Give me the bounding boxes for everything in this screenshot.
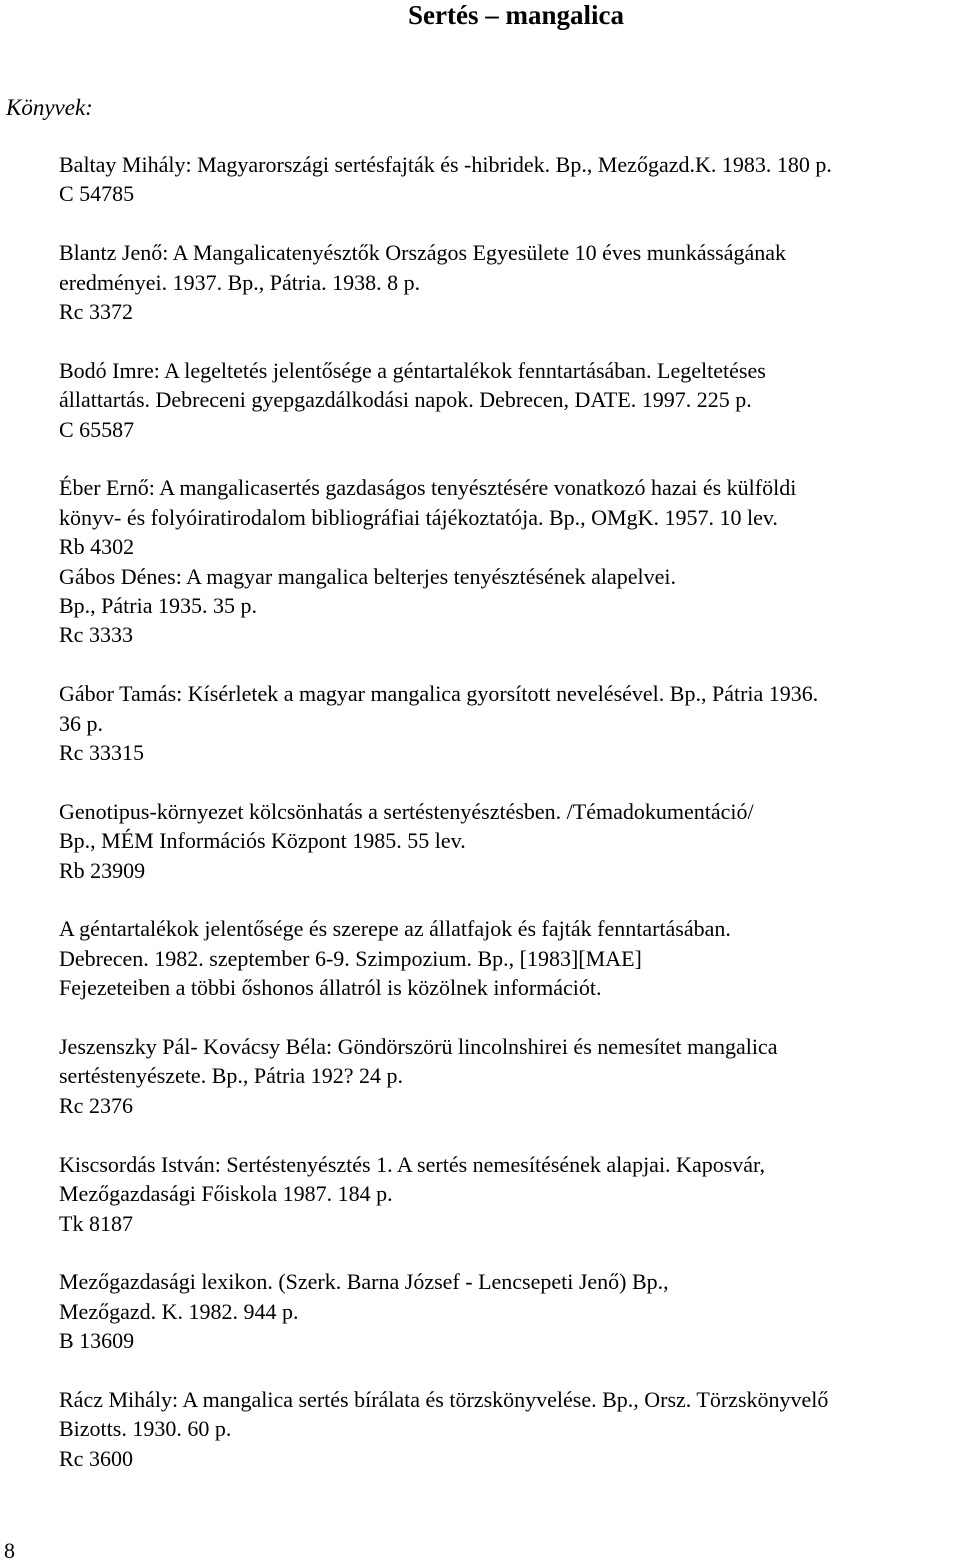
- entry-line: B 13609: [59, 1328, 135, 1354]
- entry-line: Gábos Dénes: A magyar mangalica belterjes tenyésztésének alapelvei.: [59, 563, 676, 589]
- bibliography-entry: [59, 914, 959, 1002]
- entry-line: Bodó Imre: A legeltetés jelentősége a géntartalékok fenntartásában. Legeltetéses: [59, 357, 766, 383]
- page-title: Sertés – mangalica: [408, 0, 624, 30]
- entry-line: Mezőgazdasági Főiskola 1987. 184 p.: [59, 1181, 393, 1207]
- entry-line: Rácz Mihály: A mangalica sertés bírálata és törzskönyvelése. Bp., Orsz. Törzskönyvelő: [59, 1386, 829, 1412]
- entry-line: A géntartalékok jelentősége és szerepe az állatfajok és fajták fenntartásában.: [59, 916, 731, 942]
- bibliography-entry: [59, 562, 959, 650]
- bibliography-entry: [59, 1267, 959, 1355]
- entry-line: eredményei. 1937. Bp., Pátria. 1938. 8 p.: [59, 269, 421, 295]
- bibliography-entry: [59, 679, 959, 767]
- entry-line: Rc 33315: [59, 740, 144, 766]
- page-number: 8: [4, 1538, 15, 1563]
- bibliography-entry: [59, 1150, 959, 1238]
- entry-line: Debrecen. 1982. szeptember 6-9. Szimpozium. Bp., [1983][MAE]: [59, 945, 642, 971]
- bibliography-entry: [59, 238, 959, 326]
- bibliography-entry: [59, 797, 959, 885]
- entry-line: Rc 3600: [59, 1445, 133, 1471]
- entry-line: Rb 4302: [59, 534, 135, 560]
- entry-line: C 54785: [59, 181, 135, 207]
- entry-line: Rc 2376: [59, 1092, 133, 1118]
- entry-line: Tk 8187: [59, 1210, 133, 1236]
- entry-line: állattartás. Debreceni gyepgazdálkodási napok. Debrecen, DATE. 1997. 225 p.: [59, 387, 752, 413]
- entry-line: Bp., Pátria 1935. 35 p.: [59, 593, 257, 619]
- entry-line: Genotipus-környezet kölcsönhatás a sertéstenyésztésben. /Témadokumentáció/: [59, 798, 754, 824]
- entry-line: Éber Ernő: A mangalicasertés gazdaságos tenyésztésére vonatkozó hazai és külföldi: [59, 475, 797, 501]
- entry-line: Rc 3372: [59, 299, 133, 325]
- entry-line: Rb 23909: [59, 857, 146, 883]
- entry-line: 36 p.: [59, 710, 103, 736]
- entry-line: Mezőgazd. K. 1982. 944 p.: [59, 1298, 299, 1324]
- section-heading-books: Könyvek:: [6, 95, 93, 120]
- entry-line: Fejezeteiben a többi őshonos állatról is közölnek információt.: [59, 975, 602, 1001]
- entry-line: Baltay Mihály: Magyarországi sertésfajták és -hibridek. Bp., Mezőgazd.K. 1983. 180 p.: [59, 152, 832, 177]
- entry-line: Jeszenszky Pál- Kovácsy Béla: Göndörszörü lincolnshirei és nemesítet mangalica: [59, 1034, 778, 1060]
- bibliography-entry: [59, 150, 959, 209]
- bibliography-entry: [59, 356, 959, 444]
- entry-line: sertéstenyészete. Bp., Pátria 192? 24 p.: [59, 1063, 403, 1089]
- entry-line: Rc 3333: [59, 622, 133, 648]
- entry-line: Gábor Tamás: Kísérletek a magyar mangalica gyorsított nevelésével. Bp., Pátria 1936.: [59, 681, 819, 707]
- bibliography-entry: [59, 473, 959, 561]
- entry-line: C 65587: [59, 416, 135, 442]
- entry-line: Blantz Jenő: A Mangalicatenyésztők Országos Egyesülete 10 éves munkásságának: [59, 240, 787, 266]
- entry-line: Bp., MÉM Információs Központ 1985. 55 lev.: [59, 828, 466, 854]
- entry-line: Kiscsordás István: Sertéstenyésztés 1. A sertés nemesítésének alapjai. Kaposvár,: [59, 1151, 765, 1177]
- bibliography-entry: [59, 1032, 959, 1120]
- entry-line: Bizotts. 1930. 60 p.: [59, 1416, 232, 1442]
- entry-line: könyv- és folyóiratirodalom bibliográfiai tájékoztatója. Bp., OMgK. 1957. 10 lev.: [59, 504, 778, 530]
- bibliography-list: [59, 150, 959, 1473]
- bibliography-entry: [59, 1385, 959, 1473]
- entry-line: Mezőgazdasági lexikon. (Szerk. Barna József - Lencsepeti Jenő) Bp.,: [59, 1269, 669, 1295]
